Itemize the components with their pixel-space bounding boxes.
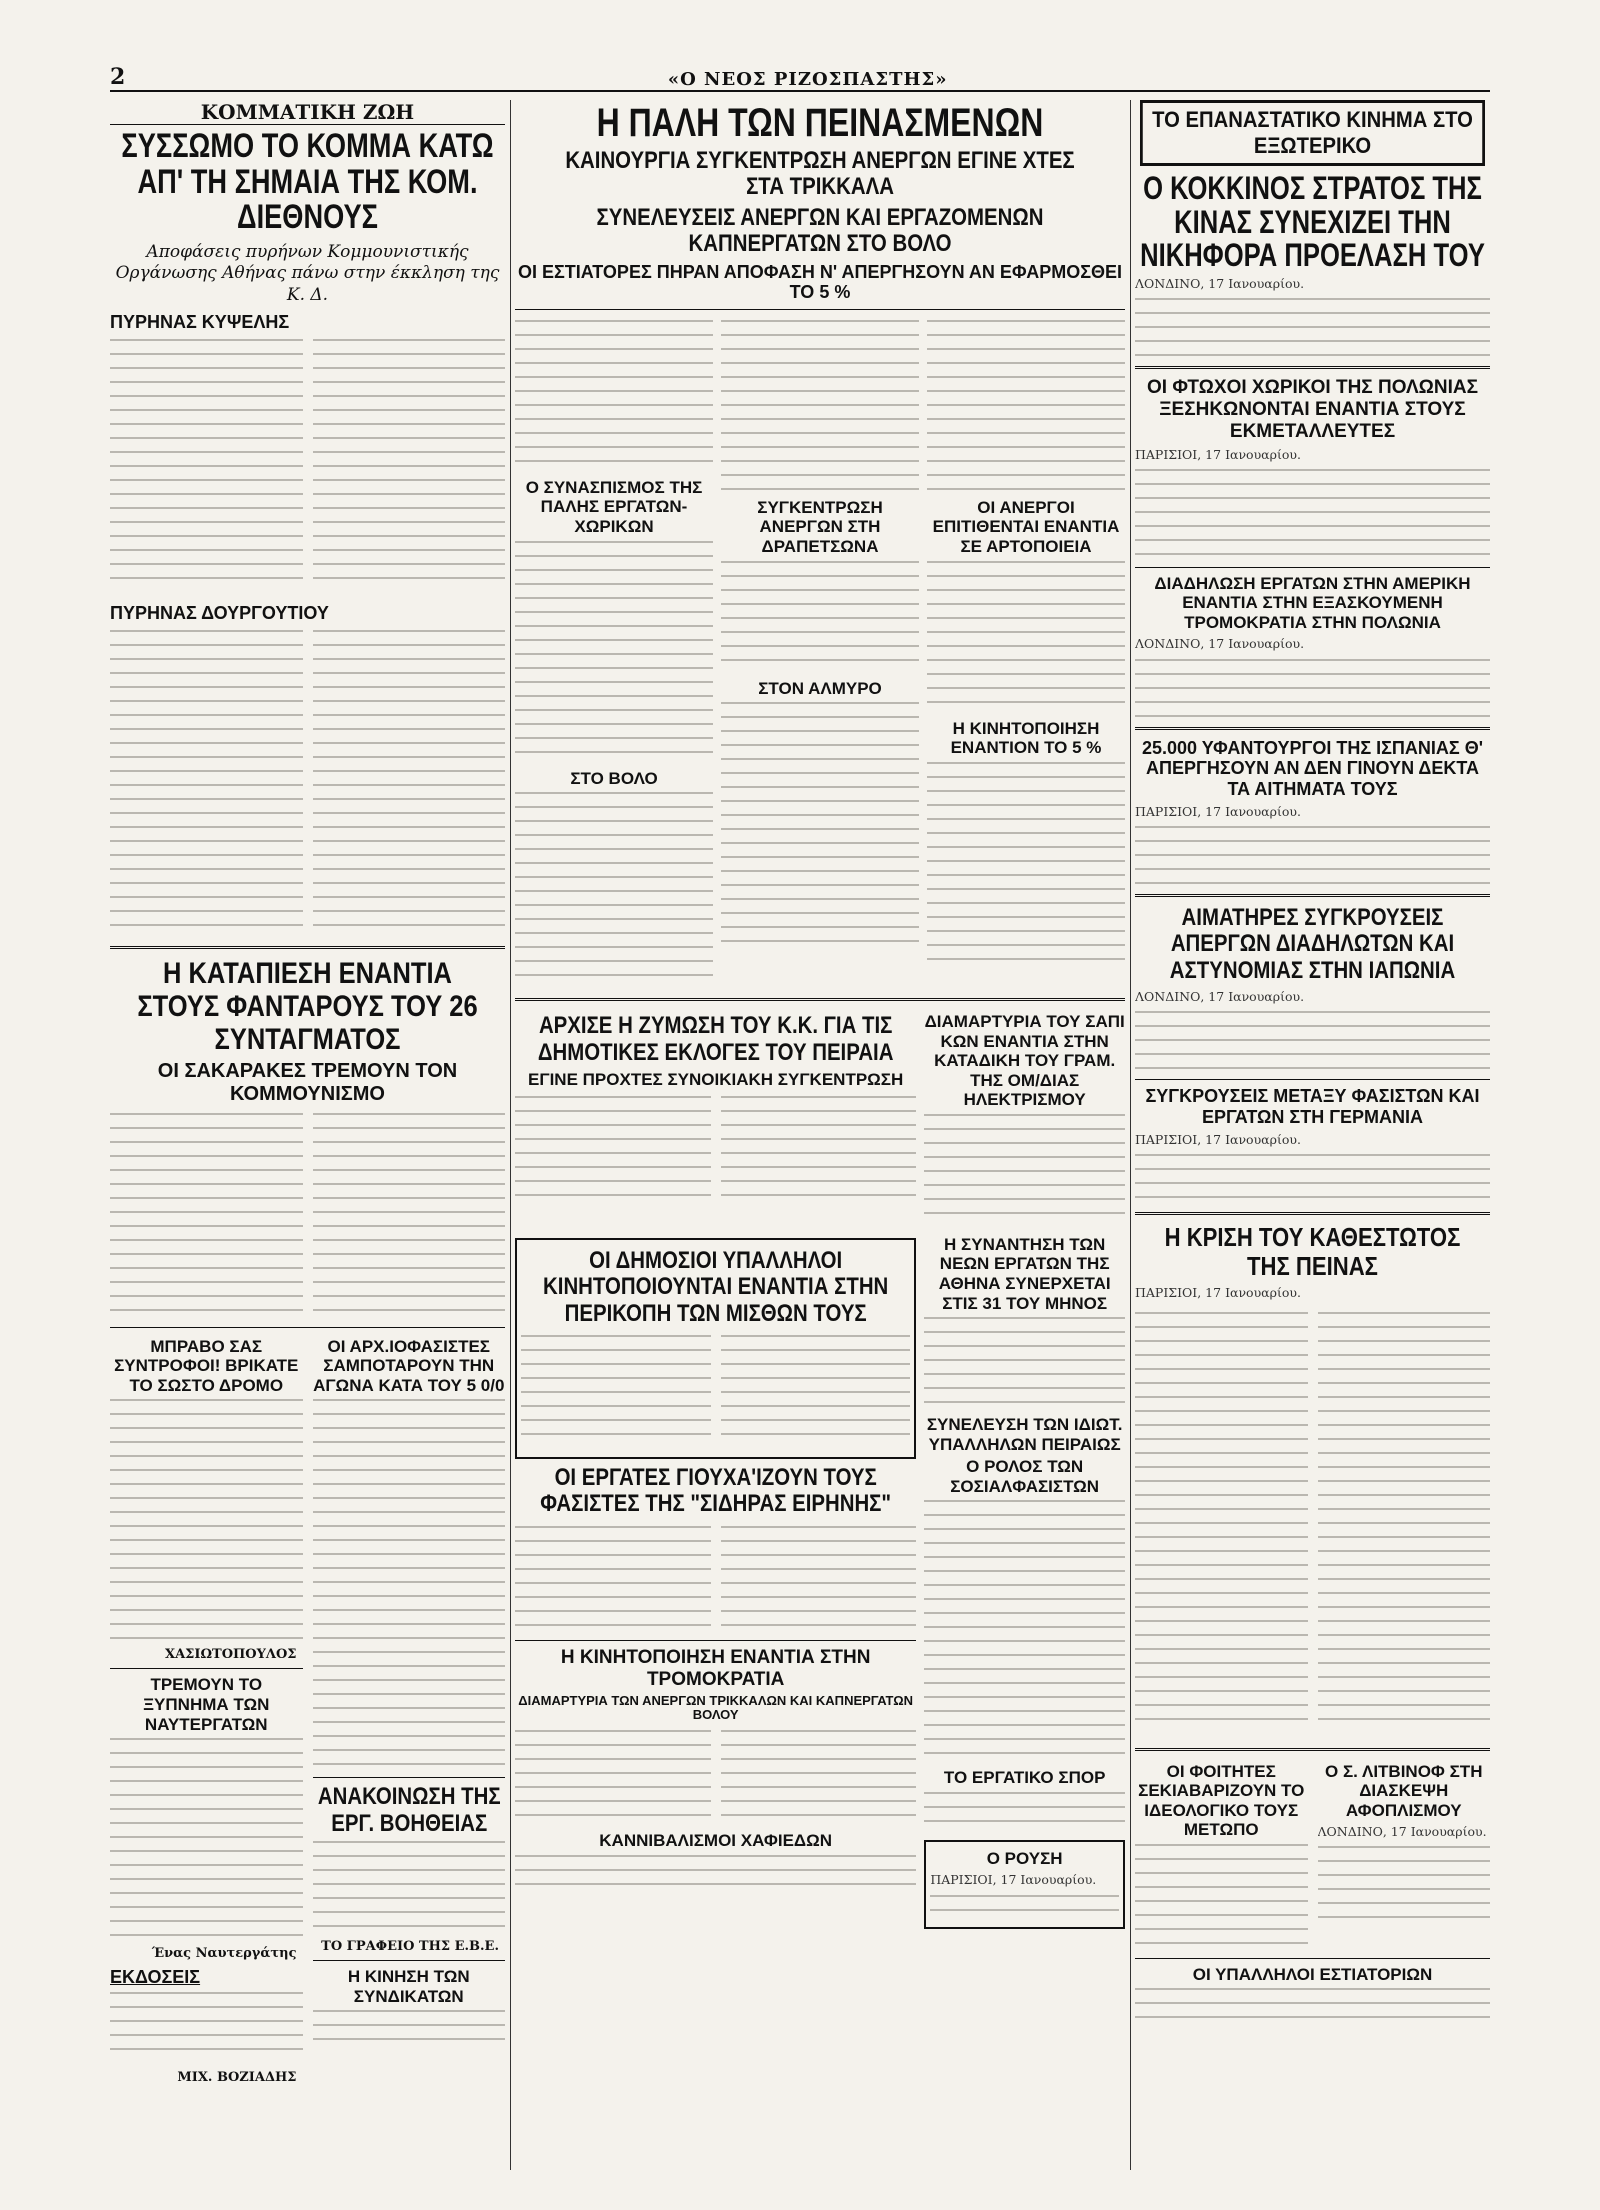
article-headline: Ο ΡΟΥΣΗ bbox=[986, 1848, 1063, 1868]
section-title: ΠΥΡΗΝΑΣ ΔΟΥΡΓΟΥΤΙΟΥ bbox=[110, 602, 329, 623]
signature: Ένας Ναυτεργάτης bbox=[151, 1946, 297, 1962]
dateline: ΠΑΡΙΣΙΟΙ, 17 Ιανουαρίου. bbox=[1135, 1285, 1301, 1301]
dateline: ΛΟΝΔΙΝΟ, 17 Ιανουαρίου. bbox=[1135, 636, 1305, 652]
article-body bbox=[515, 541, 713, 761]
article-headline: ΤΟ ΕΡΓΑΤΙΚΟ ΣΠΟΡ bbox=[943, 1768, 1106, 1788]
article-body bbox=[1318, 1846, 1491, 1926]
article-headline: Η ΚΡΙΣΗ ΤΟΥ ΚΑΘΕΣΤΩΤΟΣ ΤΗΣ ΠΕΙΝΑΣ bbox=[1164, 1222, 1461, 1281]
article-body bbox=[927, 320, 1125, 490]
article-body bbox=[1318, 1312, 1491, 1732]
section-kicker: ΚΟΜΜΑΤΙΚΗ ΖΩΗ bbox=[110, 100, 505, 125]
article-body bbox=[313, 1841, 506, 1931]
article-body bbox=[1135, 1154, 1490, 1204]
article-body bbox=[313, 339, 506, 589]
article-headline: ΑΙΜΑΤΗΡΕΣ ΣΥΓΚΡΟΥΣΕΙΣ ΑΠΕΡΓΩΝ ΔΙΑΔΗΛΩΤΩΝ ΚΑΙ ΑΣΤΥΝΟΜΙΑΣ ΣΤΗΝ ΙΑΠΩΝΙΑ bbox=[1169, 904, 1456, 984]
article-body bbox=[515, 320, 713, 470]
article-body bbox=[515, 1730, 711, 1820]
paper-name: «Ο ΝΕΟΣ ΡΙΖΟΣΠΑΣΤΗΣ» bbox=[667, 69, 948, 90]
article-body bbox=[721, 320, 919, 490]
dateline: ΠΑΡΙΣΙΟΙ, 17 Ιανουαρίου. bbox=[1135, 1131, 1301, 1147]
article-body bbox=[1135, 826, 1490, 886]
article-headline: Η ΚΑΤΑΠΙΕΣΗ ΕΝΑΝΤΙΑ ΣΤΟΥΣ ΦΑΝΤΑΡΟΥΣ ΤΟΥ 26 ΣΥΝΤΑΓΜΑΤΟΣ bbox=[137, 956, 478, 1056]
article-body bbox=[930, 1895, 1119, 1915]
article-headline: ΟΙ ΥΠΑΛΛΗΛΟΙ ΕΣΤΙΑΤΟΡΙΩΝ bbox=[1192, 1964, 1433, 1984]
article-headline: ΣΥΓΚΕΝΤΡΩΣΗ ΑΝΕΡΓΩΝ ΣΤΗ ΔΡΑΠΕΤΣΩΝΑ bbox=[757, 497, 883, 557]
article-headline: ΣΤΟ ΒΟΛΟ bbox=[570, 768, 658, 788]
lead-subhead: ΚΑΙΝΟΥΡΓΙΑ ΣΥΓΚΕΝΤΡΩΣΗ ΑΝΕΡΓΩΝ ΕΓΙΝΕ ΧΤΕΣ ΣΤΑ ΤΡΙΚΚΑΛΑ bbox=[565, 147, 1075, 201]
dateline: ΛΟΝΔΙΝΟ, 17 Ιανουαρίου. bbox=[1317, 1824, 1487, 1840]
article-body bbox=[721, 561, 919, 671]
article-headline: ΔΙΑΔΗΛΩΣΗ ΕΡΓΑΤΩΝ ΣΤΗΝ ΑΜΕΡΙΚΗ ΕΝΑΝΤΙΑ ΣΤΗΝ ΕΞΑΣΚΟΥΜΕΝΗ ΤΡΟΜΟΚΡΑΤΙΑ ΣΤΗΝ ΠΟΛΩΝΙΑ bbox=[1154, 573, 1471, 632]
dateline: ΠΑΡΙΣΙΟΙ, 17 Ιανουαρίου. bbox=[930, 1872, 1097, 1888]
article-body bbox=[924, 1317, 1125, 1407]
section-title: ΠΥΡΗΝΑΣ ΚΥΨΕΛΗΣ bbox=[110, 311, 290, 332]
article-body bbox=[1135, 659, 1490, 719]
article-body bbox=[721, 1335, 911, 1445]
article-subhead: ΕΓΙΝΕ ΠΡΟΧΤΕΣ ΣΥΝΟΙΚΙΑΚΗ ΣΥΓΚΕΝΤΡΩΣΗ bbox=[528, 1069, 904, 1089]
article-body bbox=[515, 1096, 711, 1206]
article-headline: ΟΙ ΑΡΧ.ΙΟΦΑΣΙΣΤΕΣ ΣΑΜΠΟΤΑΡΟΥΝ ΤΗΝ ΑΓΩΝΑ ΚΑΤΑ ΤΟΥ 5 0/0 bbox=[313, 1336, 505, 1395]
lead-headline: Η ΠΑΛΗ ΤΩΝ ΠΕΙΝΑΣΜΕΝΩΝ bbox=[596, 101, 1044, 145]
article-body bbox=[313, 2010, 506, 2050]
article-headline: Η ΣΥΝΑΝΤΗΣΗ ΤΩΝ ΝΕΩΝ ΕΡΓΑΤΩΝ ΤΗΣ ΑΘΗΝΑ ΣΥΝΕΡΧΕΤΑΙ ΣΤΙΣ 31 ΤΟΥ ΜΗΝΟΣ bbox=[938, 1234, 1111, 1313]
lead-subhead: ΣΥΝΕΛΕΥΣΕΙΣ ΑΝΕΡΓΩΝ ΚΑΙ ΕΡΓΑΖΟΜΕΝΩΝ ΚΑΠΝΕΡΓΑΤΩΝ ΣΤΟ ΒΟΛΟ bbox=[596, 203, 1044, 258]
dateline: ΛΟΝΔΙΝΟ, 17 Ιανουαρίου. bbox=[1135, 275, 1305, 291]
article-body bbox=[1135, 1312, 1308, 1732]
article-subhead: Ο ΡΟΛΟΣ ΤΩΝ ΣΟΣΙΑΛΦΑΣΙΣΤΩΝ bbox=[950, 1457, 1100, 1496]
article-body bbox=[110, 630, 303, 930]
column-center bbox=[515, 100, 1125, 2170]
article-body bbox=[721, 1730, 917, 1820]
article-body bbox=[1135, 469, 1490, 559]
lead-headline: Ο ΚΟΚΚΙΝΟΣ ΣΤΡΑΤΟΣ ΤΗΣ ΚΙΝΑΣ ΣΥΝΕΧΙΖΕΙ ΤΗΝ ΝΙΚΗΦΟΡΑ ΠΡΟΕΛΑΣΗ ΤΟΥ bbox=[1140, 170, 1485, 274]
section-banner: ΤΟ ΕΠΑΝΑΣΤΑΤΙΚΟ ΚΙΝΗΜΑ ΣΤΟ ΕΞΩΤΕΡΙΚΟ bbox=[1140, 100, 1485, 166]
article-headline: ΑΡΧΙΣΕ Η ΖΥΜΩΣΗ ΤΟΥ Κ.Κ. ΓΙΑ ΤΙΣ ΔΗΜΟΤΙΚΕΣ ΕΚΛΟΓΕΣ ΤΟΥ ΠΕΙΡΑΙΑ bbox=[537, 1012, 894, 1066]
article-body bbox=[1135, 1011, 1490, 1071]
article-subhead: ΔΙΑΜΑΡΤΥΡΙΑ ΤΩΝ ΑΝΕΡΓΩΝ ΤΡΙΚΚΑΛΩΝ ΚΑΙ ΚΑΠΝΕΡΓΑΤΩΝ ΒΟΛΟΥ bbox=[518, 1692, 914, 1723]
lead-subhead: ΟΙ ΕΣΤΙΑΤΟΡΕΣ ΠΗΡΑΝ ΑΠΟΦΑΣΗ Ν' ΑΠΕΡΓΗΣΟΥΝ ΑΝ ΕΦΑΡΜΟΣΘΕΙ ΤΟ 5 % bbox=[517, 261, 1123, 303]
article-body bbox=[1135, 298, 1490, 358]
section-title: ΕΚΔΟΣΕΙΣ bbox=[110, 1967, 201, 1988]
article-body bbox=[721, 702, 919, 942]
signature: ΧΑΣΙΩΤΟΠΟΥΛΟΣ bbox=[165, 1647, 297, 1663]
column-rule bbox=[510, 100, 511, 2170]
article-headline: ΟΙ ΕΡΓΑΤΕΣ ΓΙΟΥΧΑ'ΙΖΟΥΝ ΤΟΥΣ ΦΑΣΙΣΤΕΣ ΤΗΣ "ΣΙΔΗΡΑΣ ΕΙΡΗΝΗΣ" bbox=[540, 1464, 892, 1518]
article-headline: Ο ΣΥΝΑΣΠΙΣΜΟΣ ΤΗΣ ΠΑΛΗΣ ΕΡΓΑΤΩΝ-ΧΩΡΙΚΩΝ bbox=[525, 477, 703, 537]
article-headline: Η ΚΙΝΗΤΟΠΟΙΗΣΗ ΕΝΑΝΤΙΟΝ ΤΟ 5 % bbox=[950, 718, 1102, 758]
article-body bbox=[1135, 1844, 1308, 1944]
article-headline: 25.000 ΥΦΑΝΤΟΥΡΓΟΙ ΤΗΣ ΙΣΠΑΝΙΑΣ Θ' ΑΠΕΡΓΗΣΟΥΝ ΑΝ ΔΕΝ ΓΙΝΟΥΝ ΔΕΚΤΑ ΤΑ ΑΙΤΗΜΑΤΑ ΤΟΥΣ bbox=[1141, 737, 1484, 800]
page-number: 2 bbox=[110, 64, 126, 90]
article-body bbox=[924, 1792, 1125, 1832]
article-headline: ΟΙ ΦΤΩΧΟΙ ΧΩΡΙΚΟΙ ΤΗΣ ΠΟΛΩΝΙΑΣ ΞΕΣΗΚΩΝΟΝΤΑΙ ΕΝΑΝΤΙΑ ΣΤΟΥΣ ΕΚΜΕΤΑΛΛΕΥΤΕΣ bbox=[1147, 377, 1478, 442]
article-headline: ΜΠΡΑΒΟ ΣΑΣ ΣΥΝΤΡΟΦΟΙ! ΒΡΙΚΑΤΕ ΤΟ ΣΩΣΤΟ ΔΡΟΜΟ bbox=[114, 1336, 299, 1395]
column-right bbox=[1135, 100, 1490, 2170]
lead-subhead: Αποφάσεις πυρήνων Κομμουνιστικής Οργάνωσης Αθήνας πάνω στην έκκληση της Κ. Δ. bbox=[115, 242, 500, 305]
article-headline: ΚΑΝΝΙΒΑΛΙΣΜΟΙ ΧΑΦΙΕΔΩΝ bbox=[599, 1831, 833, 1851]
article-body bbox=[515, 1526, 711, 1626]
article-headline: ΑΝΑΚΟΙΝΩΣΗ ΤΗΣ ΕΡΓ. ΒΟΗΘΕΙΑΣ bbox=[317, 1783, 501, 1837]
article-headline: Η ΚΙΝΗΤΟΠΟΙΗΣΗ ΕΝΑΝΤΙΑ ΣΤΗΝ ΤΡΟΜΟΚΡΑΤΙΑ bbox=[560, 1646, 871, 1690]
column-rule bbox=[1130, 100, 1131, 2170]
article-headline: ΟΙ ΑΝΕΡΓΟΙ ΕΠΙΤΙΘΕΝΤΑΙ ΕΝΑΝΤΙΑ ΣΕ ΑΡΤΟΠΟΙΕΙΑ bbox=[932, 497, 1120, 557]
article-body bbox=[1135, 1988, 1490, 2018]
masthead bbox=[110, 60, 1490, 92]
article-body bbox=[110, 1738, 303, 1938]
article-body bbox=[313, 1113, 506, 1313]
article-body bbox=[927, 561, 1125, 711]
article-headline: Ο Σ. ΛΙΤΒΙΝΟΦ ΣΤΗ ΔΙΑΣΚΕΨΗ ΑΦΟΠΛΙΣΜΟΥ bbox=[1325, 1761, 1483, 1820]
dateline: ΠΑΡΙΣΙΟΙ, 17 Ιανουαρίου. bbox=[1135, 803, 1301, 819]
article-body bbox=[927, 762, 1125, 962]
article-body bbox=[515, 792, 713, 982]
article-body bbox=[515, 1855, 916, 1885]
article-headline: ΟΙ ΔΗΜΟΣΙΟΙ ΥΠΑΛΛΗΛΟΙ ΚΙΝΗΤΟΠΟΙΟΥΝΤΑΙ ΕΝΑΝΤΙΑ ΣΤΗΝ ΠΕΡΙΚΟΠΗ ΤΩΝ ΜΙΣΘΩΝ ΤΟΥΣ bbox=[543, 1246, 889, 1327]
article-headline: ΣΥΓΚΡΟΥΣΕΙΣ ΜΕΤΑΞΥ ΦΑΣΙΣΤΩΝ ΚΑΙ ΕΡΓΑΤΩΝ ΣΤΗ ΓΕΡΜΑΝΙΑ bbox=[1145, 1086, 1480, 1128]
article-headline: ΣΥΝΕΛΕΥΣΗ ΤΩΝ ΙΔΙΩΤ. ΥΠΑΛΛΗΛΩΝ ΠΕΙΡΑΙΩΣ bbox=[926, 1415, 1123, 1454]
article-subhead: ΟΙ ΣΑΚΑΡΑΚΕΣ ΤΡΕΜΟΥΝ ΤΟΝ ΚΟΜΜΟΥΝΙΣΜΟ bbox=[157, 1059, 458, 1105]
article-body bbox=[110, 1399, 303, 1639]
article-body bbox=[110, 1992, 303, 2062]
lead-headline: ΣΥΣΣΩΜΟ ΤΟ ΚΟΜΜΑ ΚΑΤΩ ΑΠ' ΤΗ ΣΗΜΑΙΑ ΤΗΣ ΚΟΜ. ΔΙΕΘΝΟΥΣ bbox=[121, 127, 494, 237]
article-body bbox=[924, 1114, 1125, 1224]
dateline: ΠΑΡΙΣΙΟΙ, 17 Ιανουαρίου. bbox=[1135, 446, 1301, 462]
article-headline: Η ΚΙΝΗΣΗ ΤΩΝ ΣΥΝΔΙΚΑΤΩΝ bbox=[347, 1967, 470, 2006]
article-body bbox=[521, 1335, 711, 1445]
article-headline: ΔΙΑΜΑΡΤΥΡΙΑ ΤΟΥ ΣΑΠΙ ΚΩΝ ΕΝΑΝΤΙΑ ΣΤΗΝ ΚΑΤΑΔΙΚΗ ΤΟΥ ΓΡΑΜ. ΤΗΣ ΟΜ/ΔΙΑΣ ΗΛΕΚΤΡΙΣΜΟΥ bbox=[924, 1012, 1125, 1110]
article-body bbox=[110, 1113, 303, 1313]
article-body bbox=[313, 630, 506, 930]
signature: ΤΟ ΓΡΑΦΕΙΟ ΤΗΣ Ε.Β.Ε. bbox=[321, 1939, 499, 1955]
dateline: ΛΟΝΔΙΝΟ, 17 Ιανουαρίου. bbox=[1135, 989, 1305, 1005]
footer-name: ΜΙΧ. ΒΟΖΙΑΔΗΣ bbox=[177, 2070, 297, 2086]
article-body bbox=[924, 1500, 1125, 1760]
article-headline: ΤΡΕΜΟΥΝ ΤΟ ΞΥΠΝΗΜΑ ΤΩΝ ΝΑΥΤΕΡΓΑΤΩΝ bbox=[143, 1675, 270, 1734]
article-body bbox=[721, 1096, 917, 1206]
article-body bbox=[313, 1399, 506, 1769]
article-headline: ΟΙ ΦΟΙΤΗΤΕΣ ΣΕΚΙΑΒΑΡΙΖΟΥΝ ΤΟ ΙΔΕΟΛΟΓΙΚΟ ΤΟΥΣ ΜΕΤΩΠΟ bbox=[1138, 1761, 1305, 1840]
column-left bbox=[110, 100, 505, 2170]
article-body bbox=[110, 339, 303, 589]
article-headline: ΣΤΟΝ ΑΛΜΥΡΟ bbox=[758, 678, 882, 698]
article-body bbox=[721, 1526, 917, 1626]
